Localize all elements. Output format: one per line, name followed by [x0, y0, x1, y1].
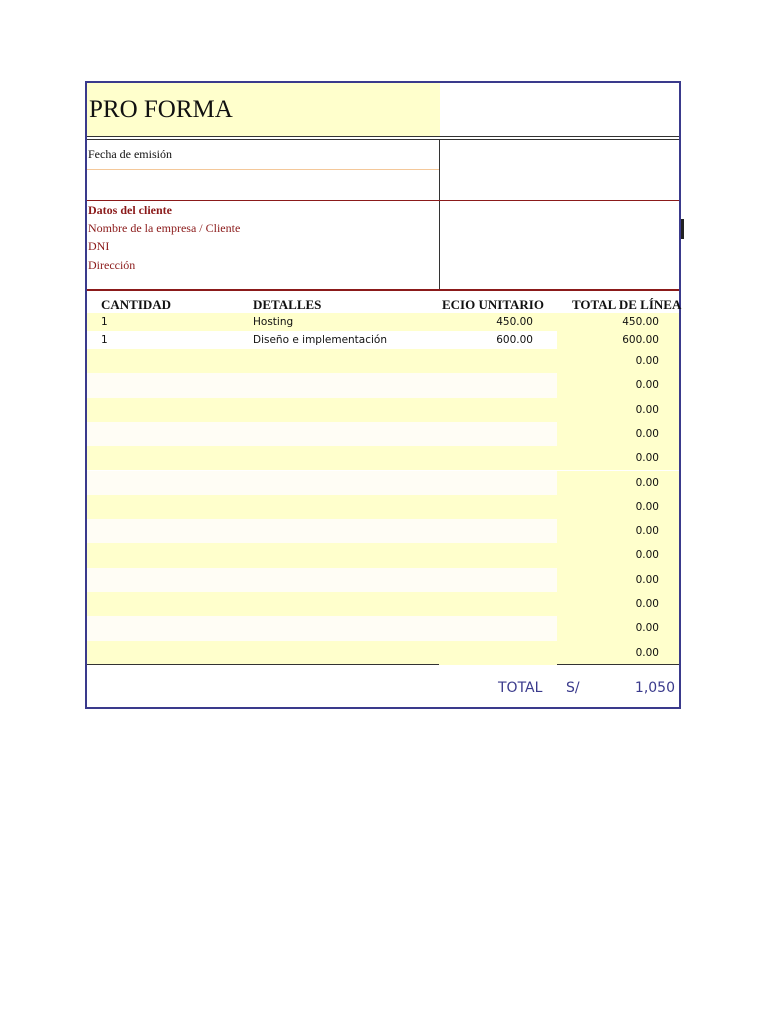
- cell-total: 0.00: [635, 622, 659, 635]
- cell-total: 0.00: [635, 452, 659, 465]
- title-divider-bottom: [87, 139, 679, 140]
- col-header-precio-unitario: ECIO UNITARIO: [442, 297, 544, 312]
- cell-total: 0.00: [635, 476, 659, 489]
- table-row: [87, 519, 557, 543]
- cell-total: 450.00: [622, 316, 659, 328]
- cell-total: 0.00: [635, 646, 659, 659]
- cell-total: 0.00: [635, 427, 659, 440]
- cell-total: 600.00: [622, 334, 659, 346]
- info-column-divider: [439, 139, 440, 291]
- client-section-divider: [87, 200, 679, 201]
- table-row: [87, 398, 557, 422]
- currency-symbol: S/: [566, 680, 580, 696]
- cell-total: 0.00: [635, 500, 659, 513]
- table-top-rule: [87, 289, 679, 291]
- cell-cantidad: 1: [101, 334, 108, 346]
- table-row: [87, 495, 557, 519]
- table-row: [87, 446, 557, 470]
- table-row: [87, 616, 557, 640]
- grand-total-value: 1,050: [634, 680, 675, 696]
- table-row: [87, 592, 557, 616]
- cell-total: 0.00: [635, 525, 659, 538]
- table-bottom-rule-left: [87, 664, 439, 665]
- line-items-table: [87, 313, 679, 665]
- table-row: [87, 641, 557, 665]
- col-header-cantidad: CANTIDAD: [101, 297, 172, 312]
- table-row: [87, 422, 557, 446]
- fecha-emision-label: Fecha de emisión: [88, 147, 172, 161]
- address-label: Dirección: [88, 258, 136, 272]
- cell-precio: 600.00: [496, 334, 533, 346]
- fecha-underline: [87, 169, 439, 170]
- cell-total: 0.00: [635, 403, 659, 416]
- table-row: [87, 568, 557, 592]
- table-row: [87, 349, 557, 373]
- total-label: TOTAL: [498, 680, 543, 696]
- proforma-sheet: [85, 81, 681, 709]
- cell-total: 0.00: [635, 355, 659, 367]
- edge-marker: [681, 219, 684, 239]
- table-row: [87, 373, 557, 397]
- cell-cantidad: 1: [101, 316, 108, 328]
- company-name-label: Nombre de la empresa / Cliente: [88, 221, 241, 235]
- table-row: [87, 543, 557, 567]
- cell-total: 0.00: [635, 573, 659, 586]
- page-title: PRO FORMA: [89, 96, 233, 123]
- table-row: [87, 471, 557, 495]
- cell-detalle: Diseño e implementación: [253, 334, 387, 346]
- table-bottom-rule-right: [557, 664, 679, 665]
- cell-detalle: Hosting: [253, 316, 294, 328]
- client-data-heading: Datos del cliente: [88, 203, 172, 217]
- cell-total: 0.00: [635, 598, 659, 610]
- col-header-total-linea: TOTAL DE LÍNEA: [572, 297, 682, 312]
- cell-total: 0.00: [635, 379, 659, 392]
- col-header-detalles: DETALLES: [253, 297, 322, 312]
- title-divider-top: [87, 136, 679, 137]
- cell-total: 0.00: [635, 549, 659, 562]
- dni-label: DNI: [88, 239, 110, 253]
- cell-precio: 450.00: [496, 316, 533, 328]
